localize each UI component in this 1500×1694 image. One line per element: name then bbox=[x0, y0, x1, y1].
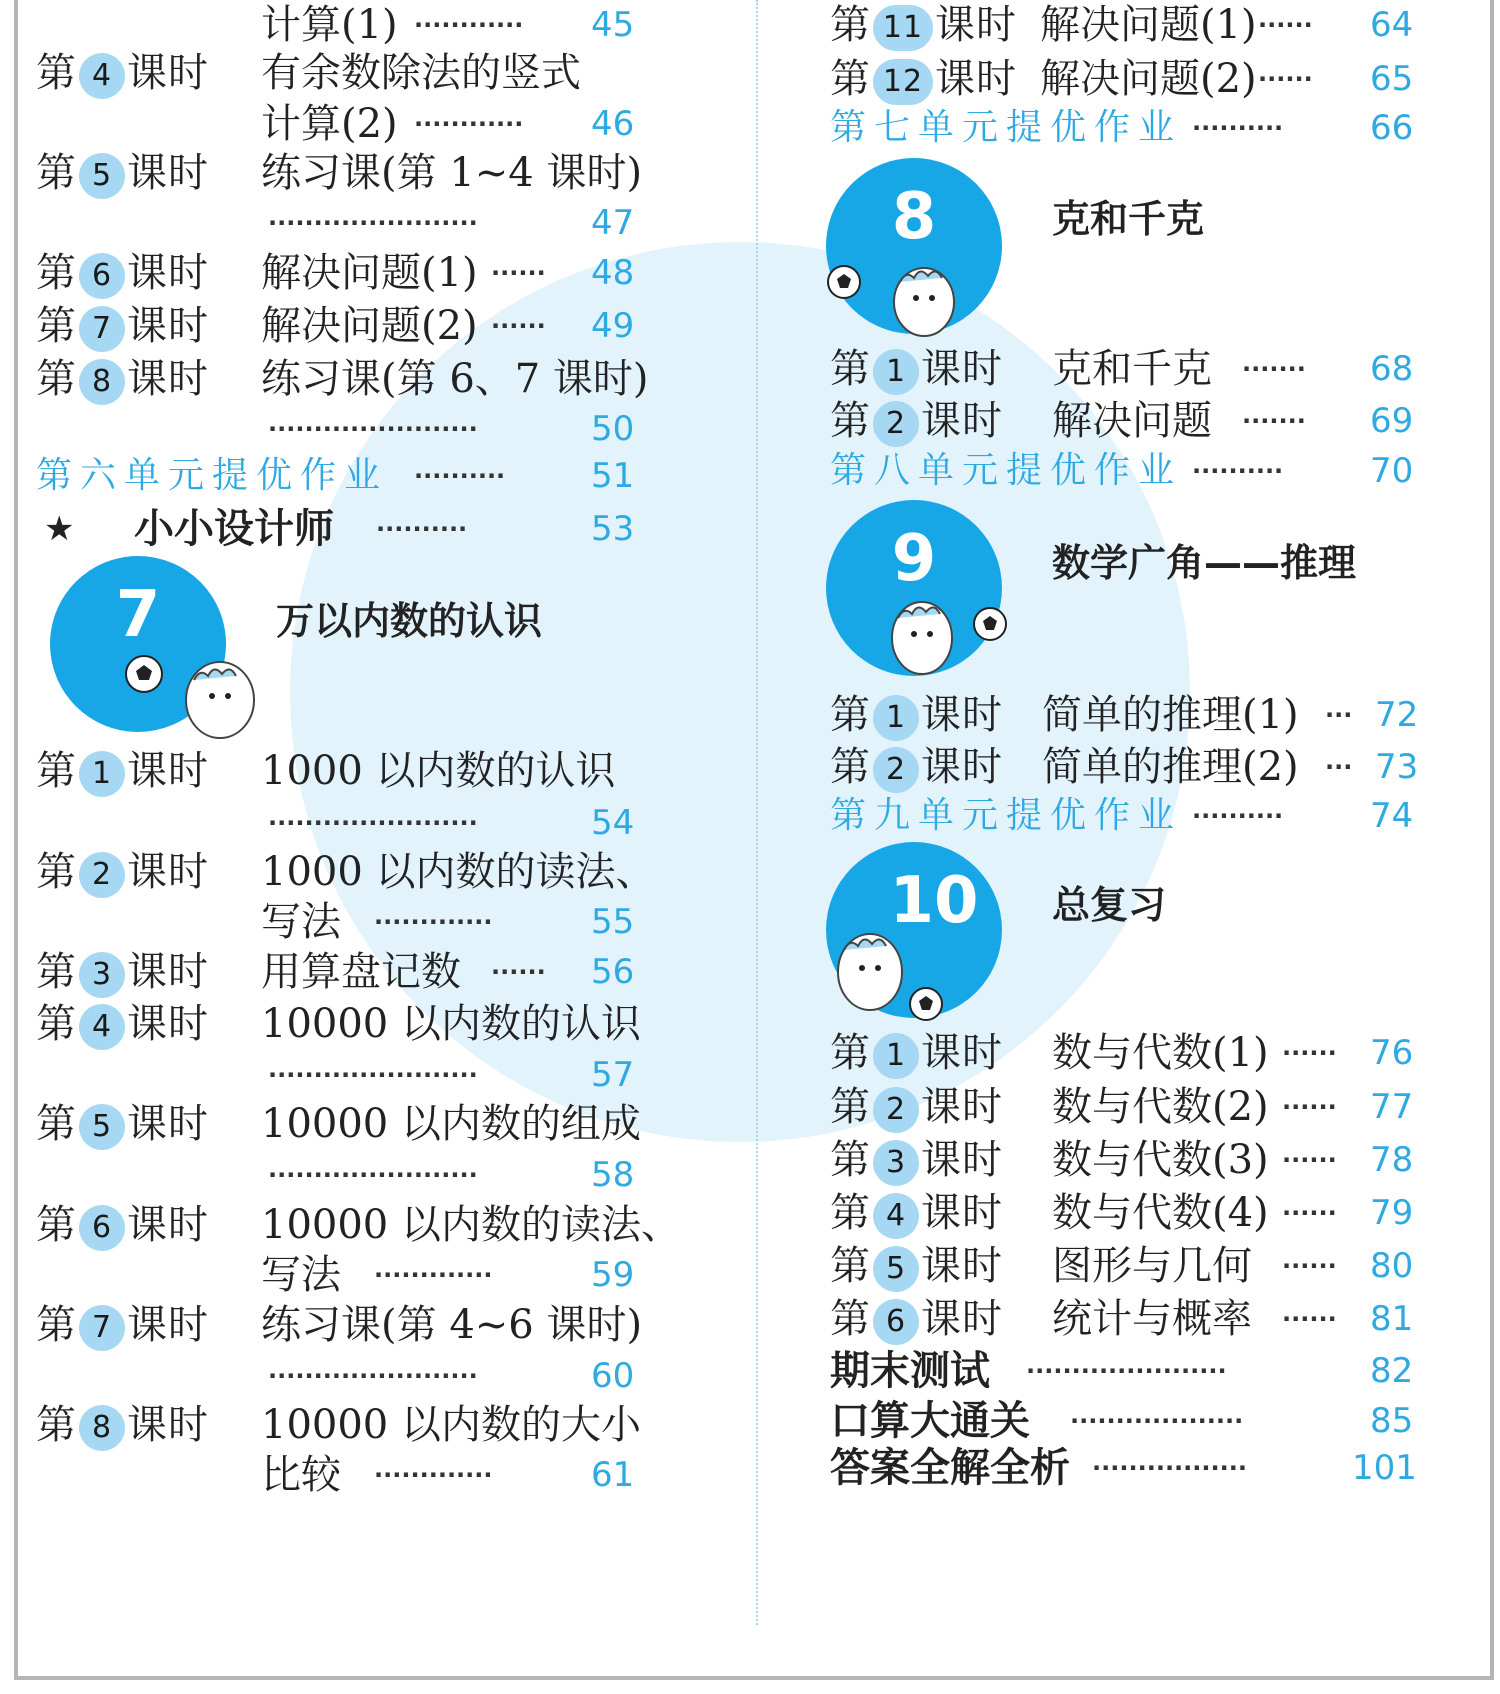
entry-title: 练习课(第 4~6 课时) bbox=[261, 1302, 643, 1348]
leader-dots: ·········· bbox=[414, 462, 506, 490]
page-number: 49 bbox=[591, 306, 635, 346]
leader-dots: ······ bbox=[1258, 11, 1313, 39]
page-number: 82 bbox=[1370, 1351, 1414, 1391]
mascot-soccer-icon bbox=[830, 920, 980, 1030]
page-number: 66 bbox=[1370, 108, 1414, 148]
lesson-number-badge: 6 bbox=[79, 1205, 125, 1251]
lesson-number-badge: 1 bbox=[873, 1033, 919, 1079]
entry-title: 10000 以内数的组成 bbox=[261, 1101, 641, 1147]
entry-title: 答案全解全析 bbox=[830, 1445, 1070, 1491]
page-number: 55 bbox=[591, 902, 635, 942]
lesson-prefix: 第 4 课时 bbox=[36, 997, 209, 1051]
leader-dots: ······················ bbox=[1026, 1357, 1227, 1385]
page-number: 64 bbox=[1370, 5, 1414, 45]
leader-dots: ······················· bbox=[268, 415, 478, 443]
page-number: 57 bbox=[591, 1055, 635, 1095]
entry-title: 数与代数(2) bbox=[1052, 1084, 1269, 1130]
unit-number-badge: 10 bbox=[826, 842, 1002, 1018]
page-number: 101 bbox=[1352, 1448, 1417, 1488]
lesson-prefix: 第 2 课时 bbox=[830, 740, 1003, 794]
leader-dots: ······ bbox=[491, 312, 546, 340]
lesson-number-badge: 6 bbox=[79, 253, 125, 299]
page-number: 59 bbox=[591, 1255, 635, 1295]
leader-dots: ······ bbox=[491, 259, 546, 287]
lesson-number-badge: 6 bbox=[873, 1299, 919, 1345]
leader-dots: ············ bbox=[414, 110, 524, 138]
lesson-number-badge: 1 bbox=[79, 751, 125, 797]
page-number: 72 bbox=[1375, 695, 1419, 735]
leader-dots: ······ bbox=[1282, 1199, 1337, 1227]
page-number: 68 bbox=[1370, 349, 1414, 389]
leader-dots: ············· bbox=[374, 1261, 493, 1289]
entry-title: 解决问题(1) bbox=[261, 250, 478, 296]
entry-title: 1000 以内数的读法、 bbox=[261, 849, 656, 895]
lesson-prefix: 第 4 课时 bbox=[830, 1186, 1003, 1240]
page-number: 76 bbox=[1370, 1033, 1414, 1073]
unit-title: 克和千克 bbox=[1052, 197, 1205, 241]
lesson-prefix: 第 7 课时 bbox=[36, 1298, 209, 1352]
entry-title: 有余数除法的竖式 bbox=[261, 50, 581, 96]
lesson-prefix: 第 8 课时 bbox=[36, 1398, 209, 1452]
page-number: 77 bbox=[1370, 1087, 1414, 1127]
entry-title: 小小设计师 bbox=[134, 506, 334, 552]
lesson-number-badge: 8 bbox=[79, 359, 125, 405]
entry-title: 10000 以内数的大小 bbox=[261, 1402, 641, 1448]
page-number: 54 bbox=[591, 803, 635, 843]
entry-title: 1000 以内数的认识 bbox=[261, 748, 616, 794]
entry-title: 期末测试 bbox=[830, 1348, 990, 1394]
entry-title: 写法 bbox=[261, 899, 341, 945]
lesson-prefix: 第 1 课时 bbox=[830, 688, 1003, 742]
entry-title: 10000 以内数的读法、 bbox=[261, 1202, 681, 1248]
entry-title: 简单的推理(2) bbox=[1042, 744, 1299, 790]
entry-title: 解决问题(2) bbox=[261, 303, 478, 349]
lesson-number-badge: 2 bbox=[873, 747, 919, 793]
lesson-number-badge: 3 bbox=[79, 952, 125, 998]
lesson-number-badge: 2 bbox=[873, 401, 919, 447]
leader-dots: ······· bbox=[1242, 355, 1306, 383]
leader-dots: ······· bbox=[1242, 407, 1306, 435]
leader-dots: ············· bbox=[374, 908, 493, 936]
page-number: 80 bbox=[1370, 1246, 1414, 1286]
lesson-prefix: 第 11 课时 bbox=[830, 0, 1017, 52]
mascot-soccer-icon bbox=[824, 262, 974, 342]
page-number: 46 bbox=[591, 104, 635, 144]
lesson-prefix: 第 5 课时 bbox=[830, 1239, 1003, 1293]
page-number: 48 bbox=[591, 253, 635, 293]
lesson-number-badge: 4 bbox=[873, 1193, 919, 1239]
lesson-number-badge: 7 bbox=[79, 306, 125, 352]
lesson-prefix: 第 6 课时 bbox=[830, 1292, 1003, 1346]
page-number: 79 bbox=[1370, 1193, 1414, 1233]
unit-number-badge: 8 bbox=[826, 158, 1002, 334]
entry-title: 练习课(第 6、7 课时) bbox=[261, 356, 649, 402]
leader-dots: ······················· bbox=[268, 1061, 478, 1089]
entry-title: 第七单元提优作业 bbox=[830, 107, 1183, 148]
page-number: 45 bbox=[591, 5, 635, 45]
page-number: 58 bbox=[591, 1155, 635, 1195]
leader-dots: ······················· bbox=[268, 809, 478, 837]
page-number: 74 bbox=[1370, 796, 1414, 836]
mascot-soccer-icon bbox=[880, 594, 1020, 684]
lesson-prefix: 第 8 课时 bbox=[36, 352, 209, 406]
leader-dots: ············ bbox=[414, 11, 524, 39]
entry-title: 写法 bbox=[261, 1252, 341, 1298]
page-number: 69 bbox=[1370, 401, 1414, 441]
page-number: 50 bbox=[591, 409, 635, 449]
page-number: 70 bbox=[1370, 451, 1414, 491]
column-divider bbox=[756, 0, 758, 1625]
entry-title: 口算大通关 bbox=[830, 1398, 1030, 1444]
entry-title: 解决问题(1) bbox=[1040, 2, 1257, 48]
entry-title: 比较 bbox=[261, 1452, 341, 1498]
entry-title: 数与代数(3) bbox=[1052, 1137, 1269, 1183]
lesson-prefix: 第 1 课时 bbox=[830, 342, 1003, 396]
entry-title: 第八单元提优作业 bbox=[830, 450, 1183, 491]
leader-dots: ······ bbox=[1282, 1039, 1337, 1067]
leader-dots: ··················· bbox=[1070, 1407, 1244, 1435]
lesson-prefix: 第 12 课时 bbox=[830, 52, 1017, 106]
unit-title: 万以内数的认识 bbox=[276, 599, 543, 643]
leader-dots: ·········· bbox=[1192, 802, 1284, 830]
entry-title: 10000 以内数的认识 bbox=[261, 1001, 641, 1047]
lesson-prefix: 第 2 课时 bbox=[830, 394, 1003, 448]
leader-dots: ············· bbox=[374, 1461, 493, 1489]
lesson-number-badge: 4 bbox=[79, 1004, 125, 1050]
star-icon: ★ bbox=[44, 509, 76, 549]
lesson-number-badge: 2 bbox=[79, 852, 125, 898]
leader-dots: ······ bbox=[1282, 1305, 1337, 1333]
lesson-prefix: 第 2 课时 bbox=[36, 845, 209, 899]
leader-dots: ················· bbox=[1092, 1454, 1247, 1482]
leader-dots: ······ bbox=[1258, 65, 1313, 93]
entry-title: 解决问题(2) bbox=[1040, 56, 1257, 102]
unit-title: 数学广角——推理 bbox=[1052, 541, 1357, 585]
lesson-prefix: 第 3 课时 bbox=[830, 1133, 1003, 1187]
entry-title: 用算盘记数 bbox=[261, 949, 461, 995]
lesson-prefix: 第 1 课时 bbox=[36, 744, 209, 798]
leader-dots: ······ bbox=[1282, 1146, 1337, 1174]
leader-dots: ·········· bbox=[1192, 457, 1284, 485]
leader-dots: ··· bbox=[1325, 701, 1353, 729]
entry-title: 简单的推理(1) bbox=[1042, 692, 1299, 738]
lesson-number-badge: 1 bbox=[873, 349, 919, 395]
leader-dots: ·········· bbox=[376, 515, 468, 543]
lesson-number-badge: 5 bbox=[79, 153, 125, 199]
mascot-soccer-icon bbox=[112, 650, 262, 750]
lesson-number-badge: 8 bbox=[79, 1405, 125, 1451]
leader-dots: ······ bbox=[1282, 1252, 1337, 1280]
leader-dots: ······················· bbox=[268, 209, 478, 237]
page-number: 47 bbox=[591, 203, 635, 243]
entry-title: 数与代数(1) bbox=[1052, 1030, 1269, 1076]
leader-dots: ·········· bbox=[1192, 114, 1284, 142]
page-number: 81 bbox=[1370, 1299, 1414, 1339]
lesson-number-badge: 5 bbox=[873, 1246, 919, 1292]
unit-number-badge: 9 bbox=[826, 500, 1002, 676]
unit-title: 总复习 bbox=[1052, 883, 1167, 927]
lesson-prefix: 第 5 课时 bbox=[36, 1097, 209, 1151]
entry-title: 克和千克 bbox=[1052, 346, 1212, 392]
lesson-number-badge: 4 bbox=[79, 53, 125, 99]
entry-title: 统计与概率 bbox=[1052, 1296, 1252, 1342]
lesson-number-badge: 11 bbox=[873, 5, 933, 51]
page-number: 78 bbox=[1370, 1140, 1414, 1180]
page-number: 60 bbox=[591, 1356, 635, 1396]
lesson-number-badge: 7 bbox=[79, 1305, 125, 1351]
lesson-prefix: 第 3 课时 bbox=[36, 945, 209, 999]
leader-dots: ······················· bbox=[268, 1362, 478, 1390]
lesson-prefix: 第 6 课时 bbox=[36, 246, 209, 300]
lesson-number-badge: 2 bbox=[873, 1087, 919, 1133]
entry-title: 练习课(第 1~4 课时) bbox=[261, 150, 643, 196]
lesson-number-badge: 3 bbox=[873, 1140, 919, 1186]
lesson-prefix: 第 2 课时 bbox=[830, 1080, 1003, 1134]
leader-dots: ······ bbox=[1282, 1093, 1337, 1121]
page-number: 53 bbox=[591, 509, 635, 549]
page-number: 61 bbox=[591, 1455, 635, 1495]
entry-title: 数与代数(4) bbox=[1052, 1190, 1269, 1236]
lesson-prefix: 第 1 课时 bbox=[830, 1026, 1003, 1080]
lesson-prefix: 第 5 课时 bbox=[36, 146, 209, 200]
page-number: 51 bbox=[591, 456, 635, 496]
page-number: 65 bbox=[1370, 59, 1414, 99]
leader-dots: ··· bbox=[1325, 753, 1353, 781]
lesson-prefix: 第 6 课时 bbox=[36, 1198, 209, 1252]
entry-title: 图形与几何 bbox=[1052, 1243, 1252, 1289]
lesson-prefix: 第 7 课时 bbox=[36, 299, 209, 353]
entry-title: 解决问题 bbox=[1052, 398, 1212, 444]
lesson-number-badge: 1 bbox=[873, 695, 919, 741]
entry-title: 第九单元提优作业 bbox=[830, 795, 1183, 836]
entry-title: 计算(1) bbox=[261, 2, 398, 48]
lesson-prefix: 第 4 课时 bbox=[36, 46, 209, 100]
unit-number-badge: 7 bbox=[50, 556, 226, 732]
entry-title: 计算(2) bbox=[261, 101, 398, 147]
page-number: 73 bbox=[1375, 747, 1419, 787]
lesson-number-badge: 5 bbox=[79, 1104, 125, 1150]
page-number: 85 bbox=[1370, 1401, 1414, 1441]
lesson-number-badge: 12 bbox=[873, 59, 933, 105]
leader-dots: ······················· bbox=[268, 1161, 478, 1189]
leader-dots: ······ bbox=[491, 958, 546, 986]
toc-page bbox=[14, 0, 1494, 1680]
entry-title: 第六单元提优作业 bbox=[36, 455, 389, 496]
page-number: 56 bbox=[591, 952, 635, 992]
